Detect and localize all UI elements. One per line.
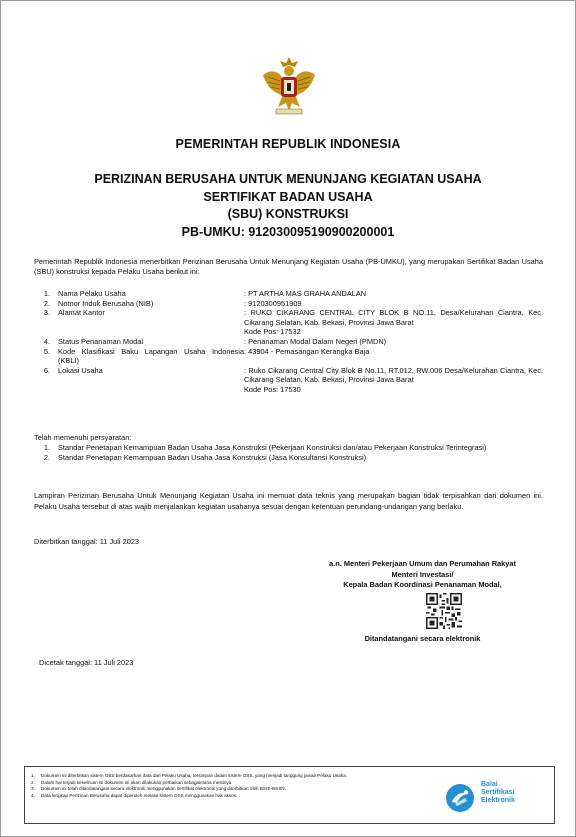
item-number: 1. bbox=[43, 443, 50, 452]
item-number: 1. bbox=[43, 289, 50, 298]
item-label: Nomor Induk Berusaha (NIB) bbox=[58, 298, 154, 308]
bsre-logo-icon bbox=[445, 783, 475, 813]
footnote-text: Data lengkap Perizinan Berusaha dapat diperoleh melalui sistem OSS menggunakan hak akses. bbox=[41, 792, 238, 798]
title-line: (SBU) KONSTRUKSI bbox=[227, 207, 349, 221]
printed-date: Dicetak tanggal: 11 Juli 2023 bbox=[39, 658, 134, 667]
bsre-line: Sertifikasi bbox=[481, 789, 515, 797]
title-line: PERIZINAN BERUSAHA UNTUK MENUNJANG KEGIATAN USAHA bbox=[94, 172, 482, 186]
item-number: 2. bbox=[43, 298, 50, 308]
government-title: PEMERINTAH REPUBLIK INDONESIA bbox=[175, 137, 401, 151]
footnote-text: Dokumen ini diterbitkan sistem OSS berdasarkan data dari Pelaku Usaha, tersimpan dalam sistem OSS, yang menjadi tanggung jawab Pelaku Usaha. bbox=[41, 773, 348, 778]
item-value: : RUKO CIKARANG CENTRAL CITY BLOK B NO.11, Desa/Kelurahan Ciantra, Kec. Cikarang Selatan, Kab. Bekasi, Provinsi Jawa Barat bbox=[244, 308, 543, 327]
footnote-number: 2. bbox=[31, 779, 35, 785]
item-number: 4. bbox=[43, 336, 50, 346]
item-label: Kode Klasifikasi Baku Lapangan Usaha Indonesia (KBLI) bbox=[58, 346, 244, 366]
footnote-item bbox=[31, 773, 429, 780]
signatory-block bbox=[291, 559, 554, 591]
item-number: 2. bbox=[43, 453, 50, 462]
electronic-signature-note: Ditandatangani secara elektronik bbox=[364, 634, 481, 643]
requirements-list bbox=[34, 443, 543, 463]
item-value: Kode Pos: 17530 bbox=[244, 384, 301, 394]
requirements-heading: Telah memenuhi persyaratan: bbox=[34, 433, 132, 442]
requirement-text: Standar Penetapan Kemampuan Badan Usaha Jasa Konstruksi (Jasa Konsultansi Konstruksi) bbox=[58, 453, 367, 462]
detail-row bbox=[34, 337, 543, 347]
intro-paragraph: Pemerintah Republik Indonesia menerbitkan Perizinan Berusaha Untuk Menunjang Kegiatan Usaha (PB-UMKU), yang merupakan Sertifikat Badan Usaha (SBU) konstruksi kepada Pelaku Usaha berikut ini: bbox=[34, 257, 543, 276]
requirement-item bbox=[34, 443, 543, 453]
requirement-text: Standar Penetapan Kemampuan Badan Usaha Jasa Konstruksi (Pekerjaan Konstruksi dan/atau Pekerjaan Konstruksi Terintegrasi) bbox=[58, 443, 487, 452]
item-label: Lokasi Usaha bbox=[58, 365, 103, 375]
garuda-emblem-icon bbox=[260, 53, 318, 117]
bsre-line: Balai bbox=[481, 781, 498, 788]
item-number: 5. bbox=[43, 346, 50, 356]
footnote-number: 3. bbox=[31, 786, 35, 792]
item-value: Kode Pos: 17532 bbox=[244, 327, 301, 337]
bsre-logo bbox=[445, 779, 550, 813]
item-value: : 43904 - Pemasangan Kerangka Baja bbox=[244, 346, 370, 356]
issued-date: Diterbitkan tanggal: 11 Juli 2023 bbox=[34, 537, 140, 546]
detail-row bbox=[34, 327, 543, 337]
pb-umku-number: PB-UMKU: 912030095190900200001 bbox=[181, 224, 395, 239]
certificate-title bbox=[1, 171, 575, 241]
business-details bbox=[34, 289, 543, 395]
requirement-item bbox=[34, 453, 543, 463]
item-value: : 9120300951909 bbox=[244, 298, 302, 308]
item-label: Status Penanaman Modal bbox=[58, 336, 144, 346]
item-label: Alamat Kantor bbox=[58, 308, 105, 318]
signatory-line: a.n. Menteri Pekerjaan Umum dan Perumahan Rakyat bbox=[329, 559, 516, 568]
item-number: 3. bbox=[43, 308, 50, 318]
detail-row bbox=[34, 308, 543, 327]
item-value: : Penanaman Modal Dalam Negeri (PMDN) bbox=[244, 336, 387, 346]
item-label bbox=[58, 327, 244, 337]
item-label: Nama Pelaku Usaha bbox=[58, 289, 126, 298]
footnote-item bbox=[31, 786, 429, 793]
footnote-item bbox=[31, 780, 429, 787]
footnote-number: 1. bbox=[31, 773, 35, 778]
footnote-number: 4. bbox=[31, 792, 35, 798]
item-number bbox=[34, 327, 58, 337]
footnote-text: Dokumen ini telah ditandatangani secara elektronik menggunakan sertifikat elektronik yang diterbitkan oleh BSrE-BSSN. bbox=[41, 786, 286, 792]
title-line: SERTIFIKAT BADAN USAHA bbox=[203, 189, 373, 204]
item-label bbox=[58, 385, 244, 395]
footnotes-list bbox=[31, 773, 429, 799]
item-value: : PT ARTHA MAS GRAHA ANDALAN bbox=[244, 289, 367, 298]
detail-row bbox=[34, 299, 543, 309]
item-number bbox=[34, 385, 58, 395]
bsre-label bbox=[481, 781, 515, 806]
footnote-item bbox=[31, 793, 429, 800]
item-value: : Ruko Cikarang Central City Blok B No.11, RT.012, RW.006 Desa/Kelurahan Ciantra, Kec. Cikarang Selatan, Kab. Bekasi, Provinsi Jawa Barat bbox=[244, 365, 543, 385]
footnote-text: Dalam hal terjadi kekeliruan isi dokumen ini akan dilakukan perbaikan sebagaimana mestinya. bbox=[41, 779, 233, 785]
detail-row bbox=[34, 385, 543, 395]
detail-row bbox=[34, 366, 543, 385]
attachment-note: Lampiran Perizinan Berusaha Untuk Menunjang Kegiatan Usaha ini memuat data teknis yang merupakan bagian tidak terpisahkan dari dokumen ini. Pelaku Usaha tersebut di atas wajib menjalankan kegiatan usahanya sesuai dengan ketentuan perundang-undangan yang berlaku. bbox=[34, 491, 543, 511]
detail-row bbox=[34, 347, 543, 366]
qr-code-icon bbox=[426, 593, 462, 629]
signatory-line: Menteri Investasi/ bbox=[391, 569, 454, 579]
bsre-line: Elektronik bbox=[481, 797, 515, 805]
signatory-line: Kepala Badan Koordinasi Penanaman Modal, bbox=[343, 580, 502, 589]
detail-row bbox=[34, 289, 543, 299]
footnotes-box bbox=[24, 766, 555, 824]
item-number: 6. bbox=[43, 365, 50, 375]
